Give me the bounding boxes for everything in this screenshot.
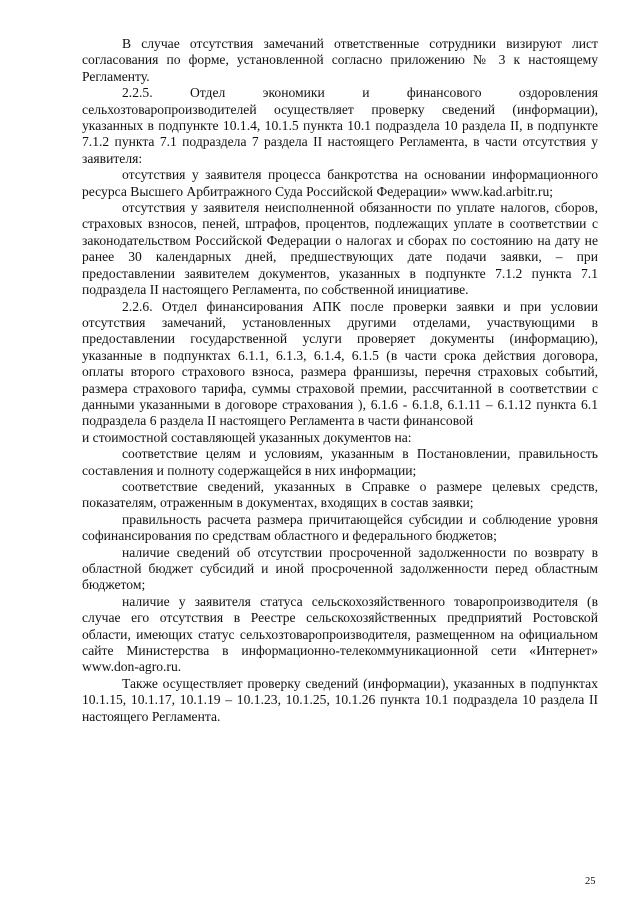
page-number: 25 [585, 876, 596, 887]
paragraph-additional-check: Также осуществляет проверку сведений (информации), указанных в подпунктах 10.1.15, 10.1.17, 10.1.19 – 10.1.23, 10.1.25, 10.1.26 пункта 10.1 подраздела 10 раздела II настоящего Регламента. [82, 675, 598, 724]
document-page [82, 36, 598, 725]
paragraph-2-2-6: 2.2.6. Отдел финансирования АПК после проверки заявки и при условии отсутствия замечаний, установленных другими отделами, участвующими в предоставлении государственной услуги проверяет документы (информацию), указанные в подпунктах 6.1.1, 6.1.3, 6.1.4, 6.1.5 (в части срока действия договора, оплаты второго страхового взноса, размера франшизы, перечня страховых событий, размера страхового тарифа, суммы страховой премии, рассчитанной в соответствии с данными указанными в договоре страхования ), 6.1.6 - 6.1.8, 6.1.11 – 6.1.12 пункта 6.1 подраздела 6 раздела II настоящего Регламента в части финансовой [82, 298, 598, 429]
paragraph-subsidy-calculation: правильность расчета размера причитающейся субсидии и соблюдение уровня софинансирования по средствам областного и федерального бюджетов; [82, 511, 598, 544]
paragraph-2-2-5: 2.2.5. Отдел экономики и финансового оздоровления сельхозтоваропроизводителей осуществляет проверку сведений (информации), указанных в подпункте 10.1.4, 10.1.5 пункта 10.1 подраздела 10 раздела II, в подпункте 7.1.2 пункта 7.1 подраздела 7 раздела II настоящего Регламента, в части отсутствия у заявителя: [82, 85, 598, 166]
paragraph-approval-sheet: В случае отсутствия замечаний ответственные сотрудники визируют лист согласования по форме, установленной согласно приложению № 3 к настоящему Регламенту. [82, 36, 598, 84]
paragraph-financial-component: и стоимостной составляющей указанных документов на: [82, 429, 412, 445]
paragraph-producer-status: наличие у заявителя статуса сельскохозяйственного товаропроизводителя (в случае его отсутствия в Реестре сельскохозяйственных предприятий Ростовской области, имеющих статус сельхозтоваропроизводителя, размещенном на официальном сайте Министерства в информационно-телекоммуникационной сети «Интернет» www.don-agro.ru. [82, 593, 598, 675]
paragraph-bankruptcy-check: отсутствия у заявителя процесса банкротства на основании информационного ресурса Высшего Арбитражного Суда Российской Федерации» www.kad.arbitr.ru; [82, 167, 598, 199]
paragraph-tax-obligations: отсутствия у заявителя неисполненной обязанности по уплате налогов, сборов, страховых взносов, пеней, штрафов, процентов, подлежащих уплате в соответствии с законодательством Российской Федерации о налогах и сборах по состоянию на дату не ранее 30 календарных дней, предшествующих дате подачи заявки, – при предоставлении заявителем документов, указанных в подпункте 7.1.2 пункта 7.1 подраздела II настоящего Регламента, по собственной инициативе. [82, 200, 598, 298]
paragraph-certificate-conformity: соответствие сведений, указанных в Справке о размере целевых средств, показателям, отраженным в документах, входящих в состав заявки; [82, 478, 598, 511]
paragraph-conformity-goals: соответствие целям и условиям, указанным в Постановлении, правильность составления и полноту содержащейся в них информации; [82, 446, 598, 478]
paragraph-debt-absence: наличие сведений об отсутствии просроченной задолженности по возврату в областной бюджет субсидий и иной просроченной задолженности перед областным бюджетом; [82, 544, 598, 593]
